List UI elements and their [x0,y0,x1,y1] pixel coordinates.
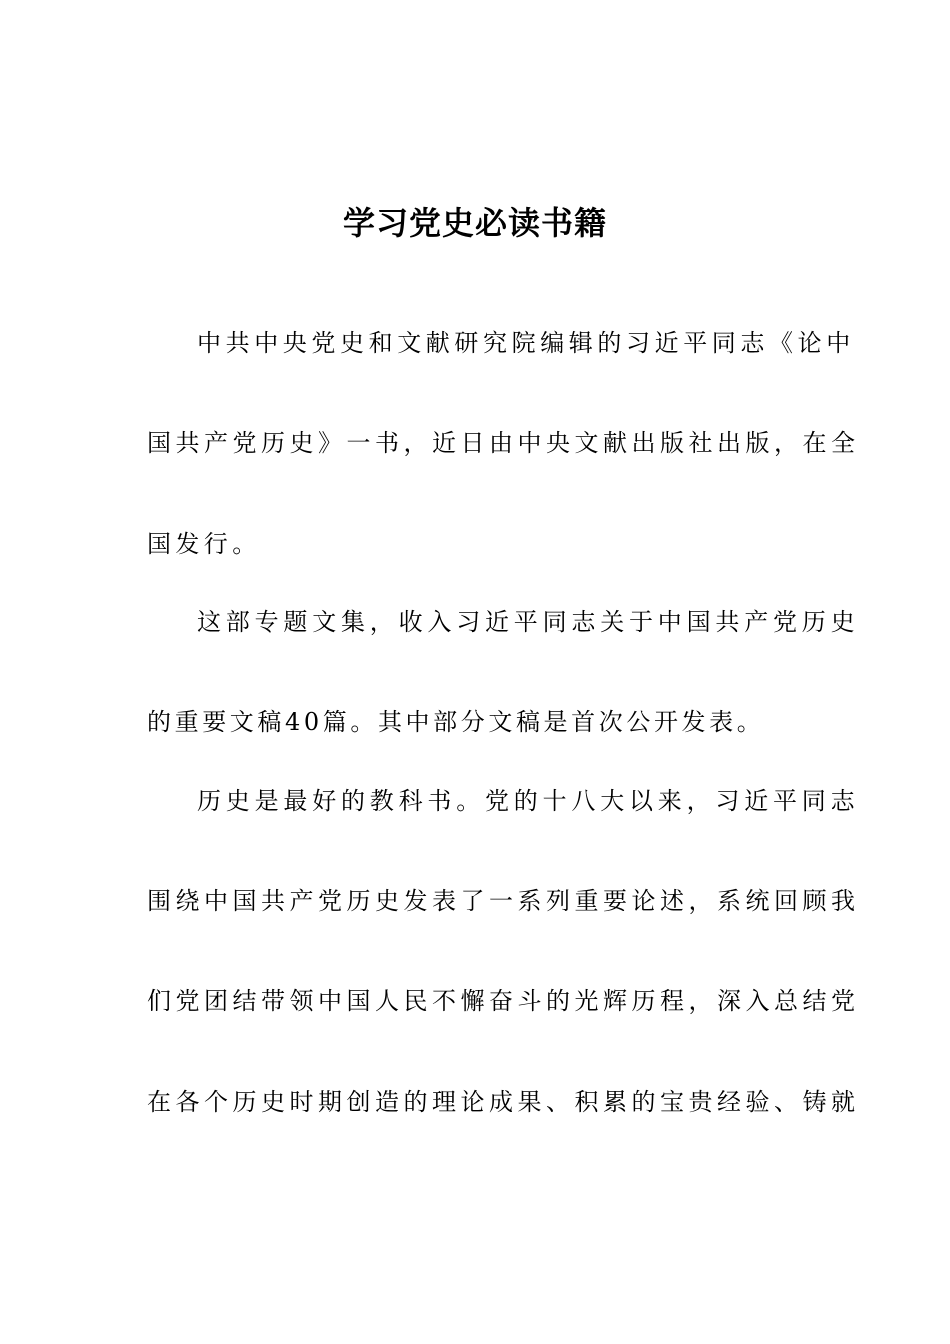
paragraph-1-line-2: 国共产党历史》一书，近日由中央文献出版社出版，在全 [147,429,860,457]
document-title: 学习党史必读书籍 [342,204,607,242]
paragraph-3-line-1: 历史是最好的教科书。党的十八大以来，习近平同志 [197,787,860,815]
paragraph-2-line-2: 的重要文稿40篇。其中部分文稿是首次公开发表。 [147,708,765,736]
paragraph-3-line-3: 们党团结带领中国人民不懈奋斗的光辉历程，深入总结党 [147,987,860,1015]
paragraph-1-line-3: 国发行。 [147,530,261,558]
paragraph-2-line-1: 这部专题文集，收入习近平同志关于中国共产党历史 [197,608,860,636]
paragraph-3-line-2: 围绕中国共产党历史发表了一系列重要论述，系统回顾我 [147,887,860,915]
paragraph-1-line-1: 中共中央党史和文献研究院编辑的习近平同志《论中 [197,329,855,357]
paragraph-3-line-4: 在各个历史时期创造的理论成果、积累的宝贵经验、铸就 [147,1088,860,1116]
